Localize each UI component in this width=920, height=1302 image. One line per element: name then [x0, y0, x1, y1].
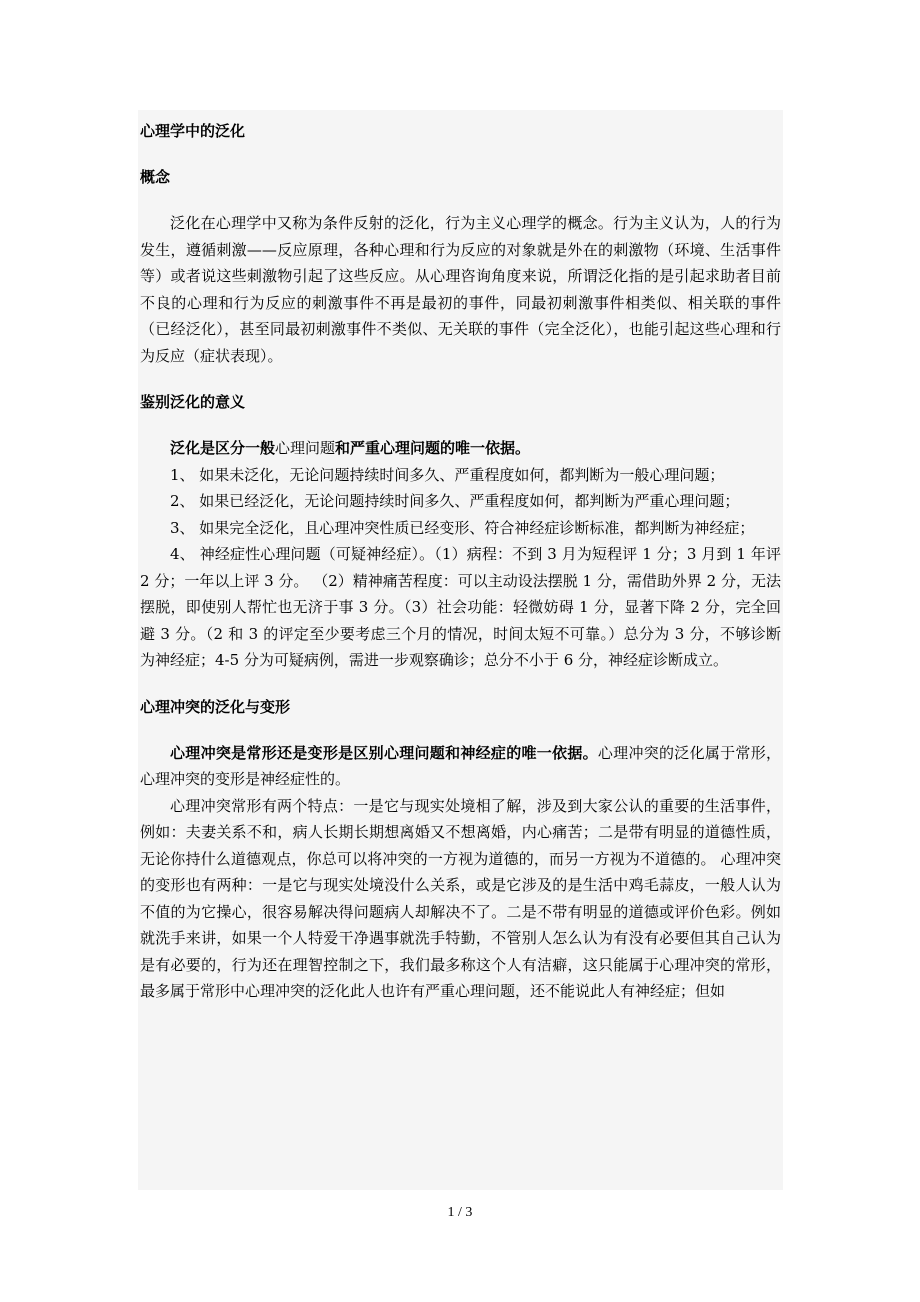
- lead-bold-c: 和严重心理问题的唯一依据。: [335, 439, 531, 457]
- section-concept-title: 概念: [140, 168, 171, 186]
- lead-normal: 心理问题: [275, 439, 336, 457]
- list-item-4: 4、 神经症性心理问题（可疑神经症）。（1）病程：不到 3 月为短程评 1 分；3 月到 1 年评 2 分；一年以上评 3 分。 （2）精神痛苦程度：可以主动设法摆脱 1 分，需借助外界 2 分，无法摆脱，即使别人帮忙也无济于事 3 分。（3）社会功能：轻微妨碍 1 分，显著下降 2 分，完全回避 3 分。（2 和 3 的评定至少要考虑三个月的情况，时间太短不可靠。）总分为 3 分，不够诊断为神经症；4-5 分为可疑病例，需进一步观察确诊；总分不小于 6 分，神经症诊断成立。: [140, 545, 781, 669]
- main-heading: 心理学中的泛化: [140, 122, 246, 140]
- section-significance-lead: [140, 435, 781, 462]
- section-conflict-title: 心理冲突的泛化与变形: [140, 697, 291, 716]
- document-content: [138, 110, 783, 1190]
- list-item-2: 2、 如果已经泛化，无论问题持续时间多久、严重程度如何，都判断为严重心理问题；: [170, 492, 740, 510]
- list-item-3: 3、 如果完全泛化，且心理冲突性质已经变形、符合神经症诊断标准，都判断为神经症；: [170, 518, 755, 537]
- section-significance-title: 鉴别泛化的意义: [140, 393, 246, 411]
- lead-bold-a: 泛化是区分一般: [170, 439, 276, 457]
- section-conflict-body: 心理冲突常形有两个特点：一是它与现实处境相了解，涉及到大家公认的重要的生活事件，例如：夫妻关系不和，病人长期长期想离婚又不想离婚，内心痛苦；二是带有明显的道德性质，无论你持什么道德观点，你总可以将冲突的一方视为道德的，而另一方视为不道德的。 心理冲突的变形也有两种：一是它与现实处境没什么关系，或是它涉及的是生活中鸡毛蒜皮，一般人认为不值的为它操心，很容易解决得问题病人却解决不了。二是不带有明显的道德或评价色彩。例如就洗手来讲，如果一个人特爱干净遇事就洗手特勤，不管别人怎么认为有没有必要但其自己认为是有必要的，行为还在理智控制之下，我们最多称这个人有洁癖，这只能属于心理冲突的常形，最多属于常形中心理冲突的泛化此人也许有严重心理问题，还不能说此人有神经症；但如: [140, 796, 781, 1000]
- section-conflict-lead: [140, 740, 781, 793]
- conflict-lead-bold: 心理冲突是常形还是变形是区别心理问题和神经症的唯一依据。: [170, 743, 598, 762]
- section-concept-body: 泛化在心理学中又称为条件反射的泛化，行为主义心理学的概念。行为主义认为，人的行为发生，遵循刺激——反应原理，各种心理和行为反应的对象就是外在的刺激物（环境、生活事件等）或者说这些刺激物引起了这些反应。从心理咨询角度来说，所谓泛化指的是引起求助者目前不良的心理和行为反应的刺激事件不再是最初的事件，同最初刺激事件相类似、相关联的事件（已经泛化），甚至同最初刺激事件不类似、无关联的事件（完全泛化），也能引起这些心理和行为反应（症状表现）。: [140, 214, 781, 365]
- conflict-lead-rest: 心理冲突的泛化属于常形，心理冲突的变形是神经症性的。: [140, 743, 781, 788]
- page-number: 1 / 3: [447, 1205, 473, 1220]
- list-item-1: 1、 如果未泛化，无论问题持续时间多久、严重程度如何，都判断为一般心理问题；: [170, 465, 725, 484]
